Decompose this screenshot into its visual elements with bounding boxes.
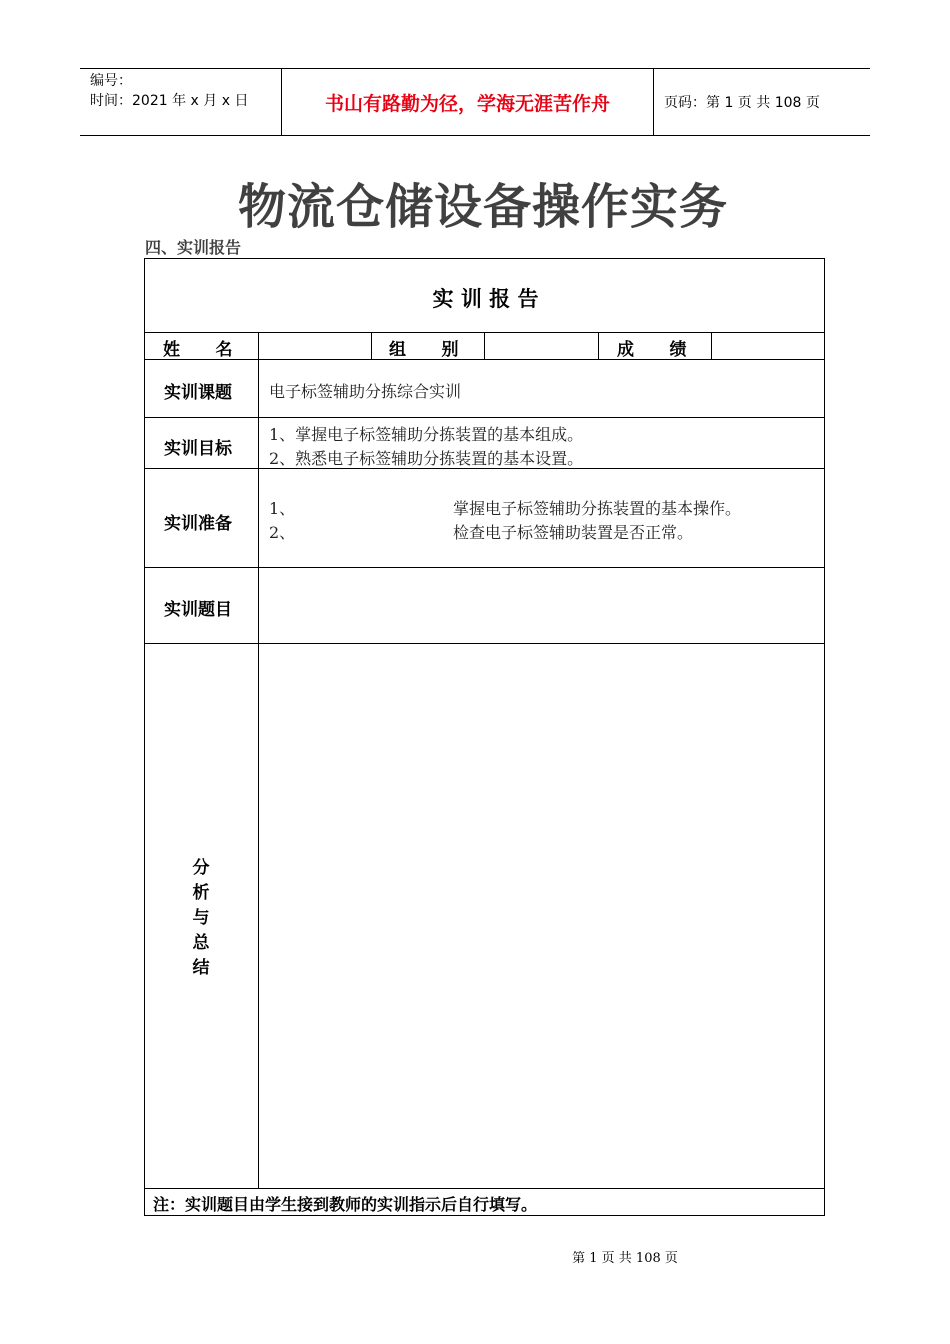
page-footer: 第 1 页 共 108 页 [572,1251,678,1266]
name-field[interactable] [259,333,370,358]
question-label: 实训题目 [164,600,232,620]
analysis-char: 与 [192,908,210,928]
score-label: 成 绩 [617,340,687,360]
question-field[interactable] [259,568,823,642]
prep-label: 实训准备 [164,514,232,534]
goal-item: 1、掌握电子标签辅助分拣装置的基本组成。 [269,425,584,444]
topic-label: 实训课题 [164,383,232,403]
row-divider [145,359,824,360]
time-label: 时间：2021 年 x 月 x 日 [90,93,249,109]
row-divider [145,417,824,418]
header-page-info: 页码：第 1 页 共 108 页 [664,95,820,111]
group-field[interactable] [485,333,597,358]
note-text: 注：实训题目由学生接到教师的实训指示后自行填写。 [153,1195,538,1214]
analysis-field[interactable] [259,644,823,1187]
name-label: 姓 名 [163,340,233,360]
section-heading: 四、实训报告 [145,238,242,257]
number-label: 编号： [90,73,132,89]
report-title: 实 训 报 告 [432,287,539,311]
column-divider [371,332,372,359]
analysis-label [183,856,219,981]
document-title: 物流仓储设备操作实务 [237,179,728,235]
analysis-char: 分 [192,858,210,878]
analysis-char: 析 [192,883,210,903]
group-label: 组 别 [389,340,459,360]
document-header [80,68,870,136]
prep-item: 检查电子标签辅助装置是否正常。 [453,523,694,542]
analysis-char: 总 [192,933,210,953]
prep-number: 2、 [269,523,296,542]
row-divider [145,1188,824,1189]
prep-number: 1、 [269,499,296,518]
column-divider [598,332,599,359]
analysis-char: 结 [192,958,210,978]
goal-item: 2、熟悉电子标签辅助分拣装置的基本设置。 [269,449,584,468]
topic-value: 电子标签辅助分拣综合实训 [269,382,462,401]
goals-label: 实训目标 [164,439,232,459]
header-motto: 书山有路勤为径，学海无涯苦作舟 [281,69,654,135]
report-table [144,258,825,1216]
header-meta [80,69,281,135]
prep-item: 掌握电子标签辅助分拣装置的基本操作。 [453,499,742,518]
score-field[interactable] [712,333,822,358]
